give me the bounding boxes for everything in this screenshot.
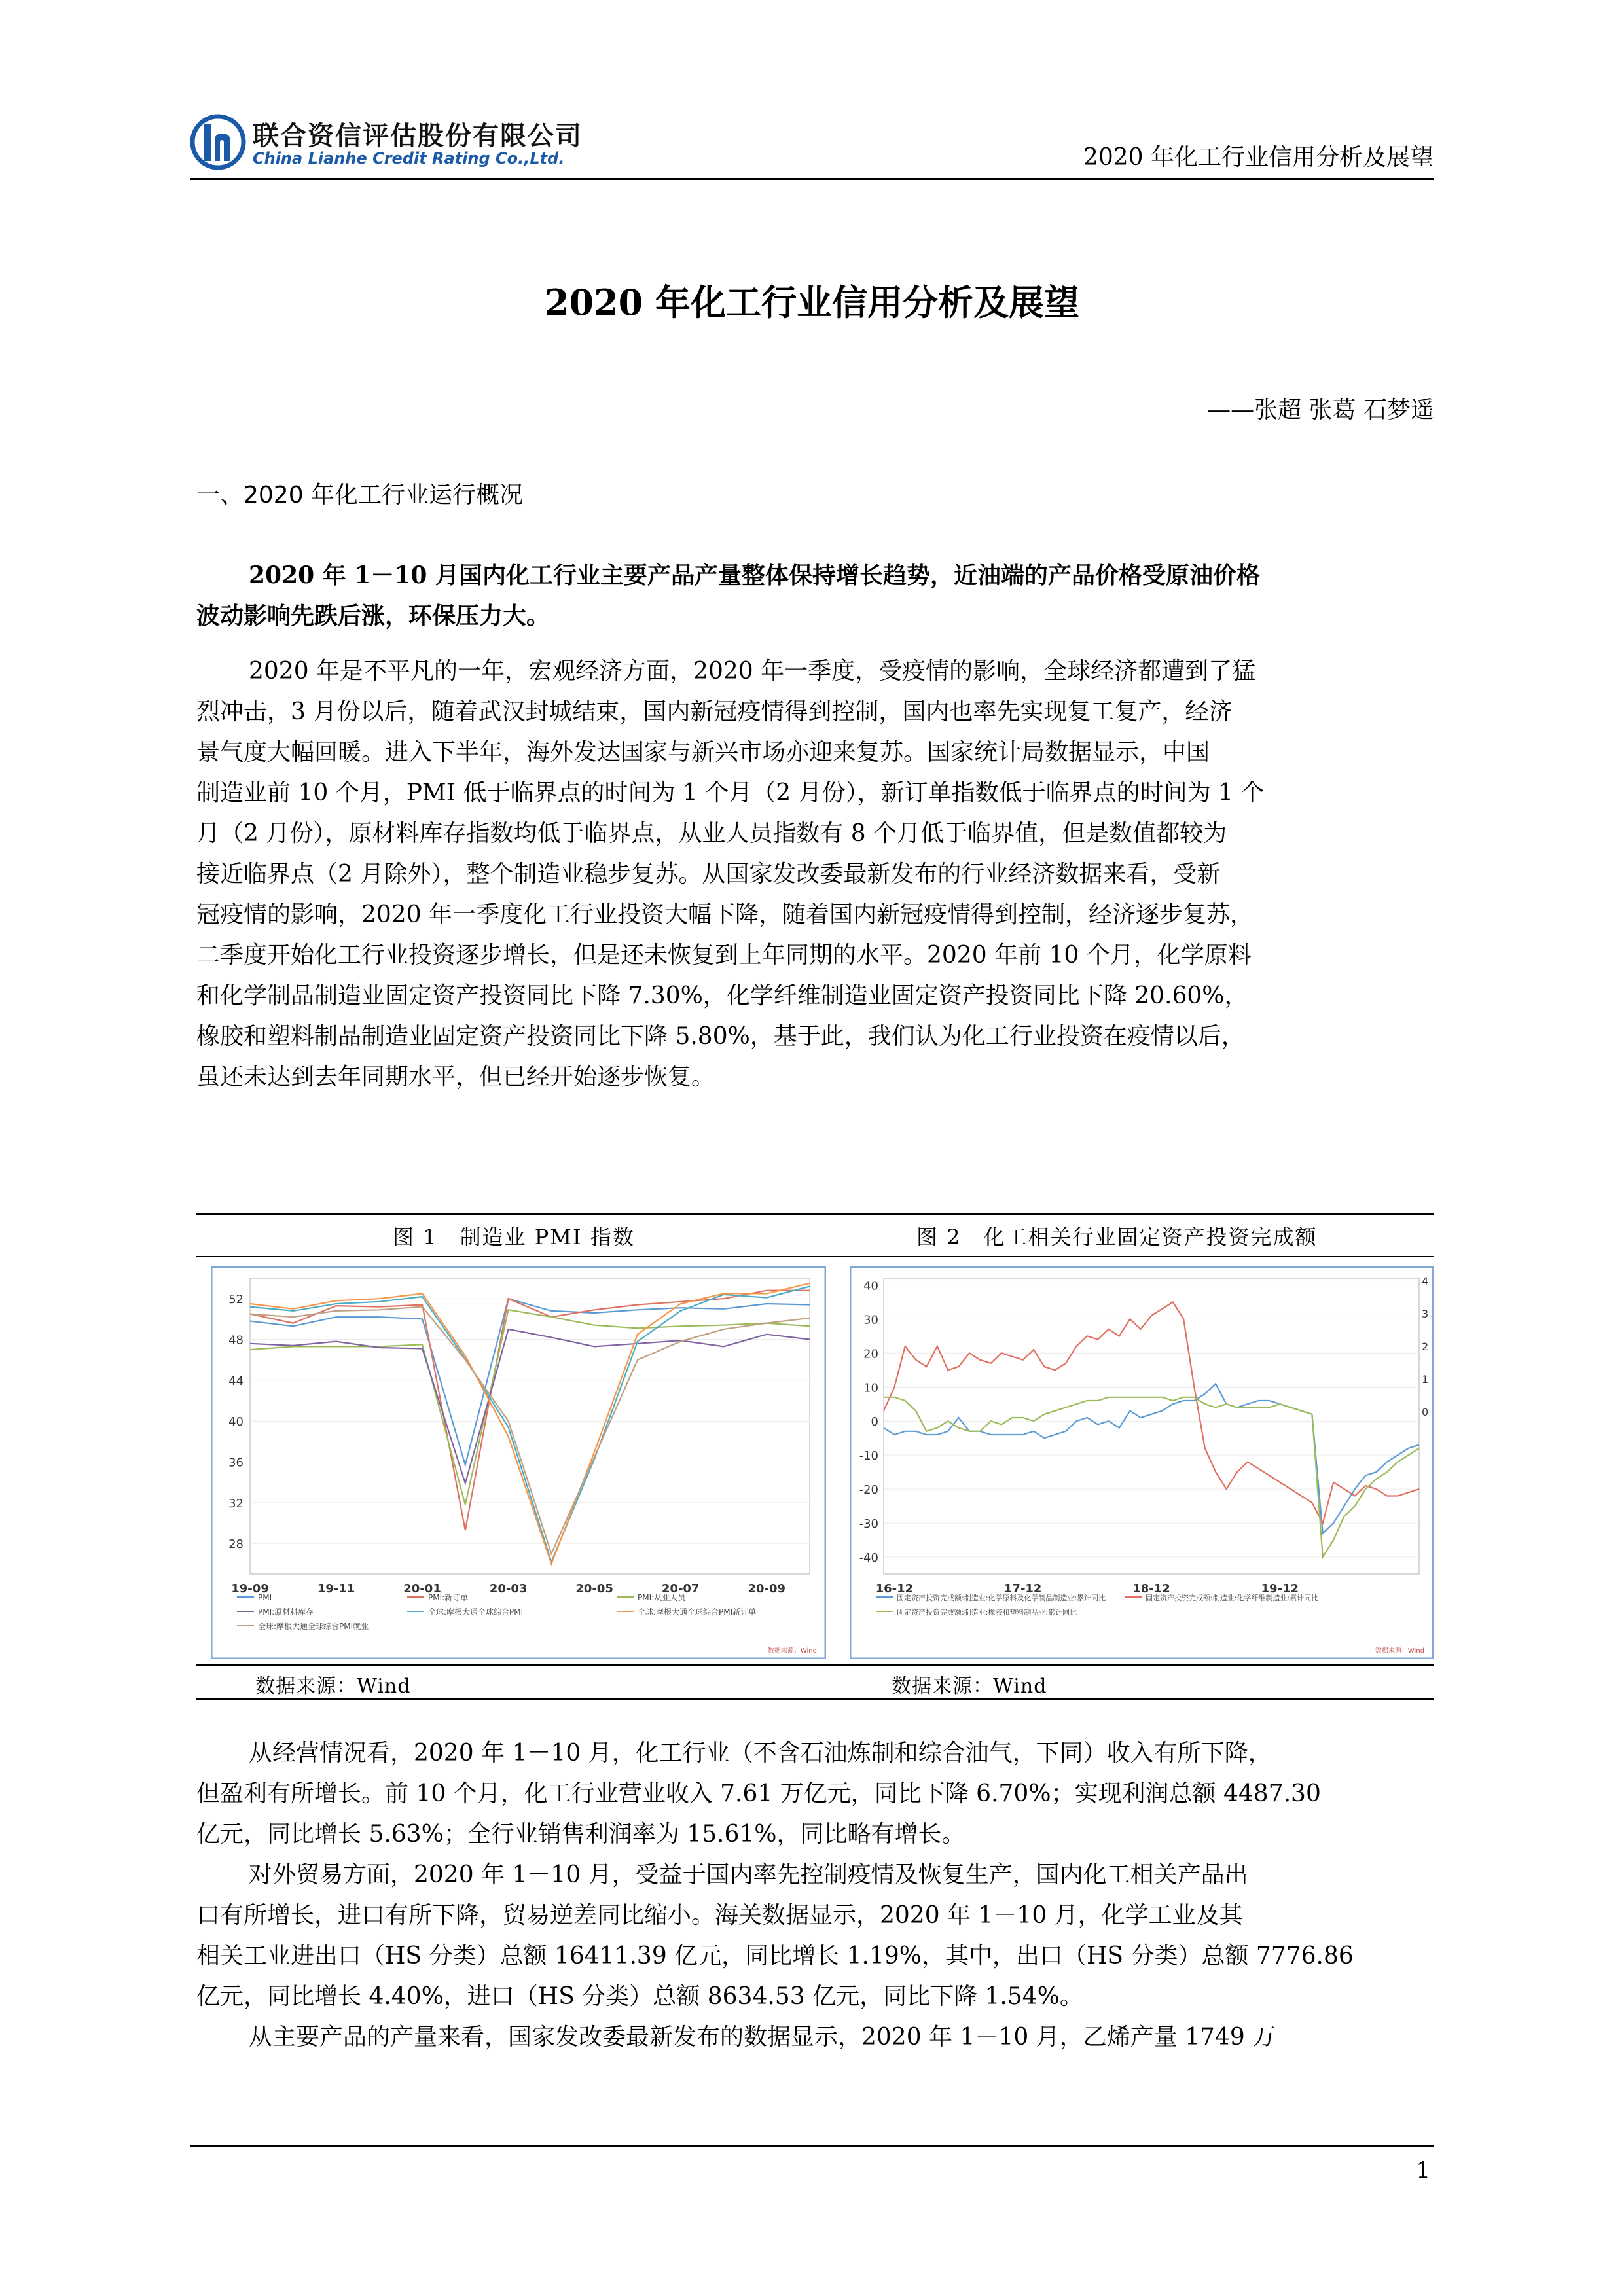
investment-chart [850, 1266, 1434, 1659]
figure-bottom-rule [196, 1698, 1434, 1700]
y-tick-label: 0 [871, 1415, 878, 1429]
author-byline: ——张超 张葛 石梦遥 [1207, 397, 1434, 423]
text-line: 橡胶和塑料制品制造业固定资产投资同比下降 5.80%，基于此，我们认为化工行业投资在疫情以后， [196, 1023, 1245, 1050]
chart-frame [211, 1267, 825, 1659]
y-tick-label: 28 [228, 1537, 244, 1552]
right-y-tick-label: 1 [1422, 1373, 1429, 1386]
chart-watermark: 数据来源：Wind [1375, 1647, 1424, 1655]
pmi-chart [211, 1266, 826, 1659]
body-paragraph-1 [196, 651, 1434, 1098]
figure-2-source: 数据来源：Wind [892, 1675, 1047, 1698]
legend-label: PMI:从业人员 [638, 1593, 686, 1602]
y-tick-label: 44 [228, 1374, 244, 1388]
text-line: 虽还未达到去年同期水平，但已经开始逐步恢复。 [196, 1064, 715, 1090]
y-tick-label: 32 [228, 1496, 244, 1511]
legend-label: 全球:摩根大通全球综合PMI新订单 [638, 1607, 757, 1617]
text-line: 波动影响先跌后涨，环保压力大。 [196, 602, 550, 630]
x-tick-label: 19-11 [317, 1582, 355, 1596]
x-tick-label: 20-09 [748, 1582, 786, 1596]
y-tick-label: -20 [859, 1483, 878, 1498]
figure-1-source: 数据来源：Wind [255, 1675, 411, 1698]
x-tick-label: 20-03 [489, 1582, 528, 1596]
header-divider [190, 178, 1434, 180]
logo-company-name: 联合资信评估股份有限公司 [253, 121, 583, 151]
document-title: 2020 年化工行业信用分析及展望 [544, 281, 1080, 323]
y-tick-label: 30 [863, 1313, 878, 1327]
right-y-tick-label: 0 [1422, 1406, 1429, 1418]
x-tick-label: 18-12 [1132, 1582, 1170, 1596]
text-line: 2020 年是不平凡的一年，宏观经济方面，2020 年一季度，受疫情的影响，全球经济都遭到了猛 [249, 658, 1256, 685]
y-tick-label: 40 [863, 1279, 878, 1293]
text-line: 从经营情况看，2020 年 1－10 月，化工行业（不含石油炼制和综合油气，下同）收入有所下降， [249, 1740, 1272, 1767]
figure-1-caption: 图 1 制造业 PMI 指数 [393, 1225, 635, 1249]
y-tick-label: 48 [228, 1333, 244, 1348]
text-line: 相关工业进出口（HS 分类）总额 16411.39 亿元，同比增长 1.19%，其中，出口（HS 分类）总额 7776.86 [196, 1943, 1354, 1969]
x-tick-label: 19-12 [1261, 1582, 1299, 1596]
chart-watermark: 数据来源：Wind [767, 1647, 817, 1655]
body-paragraph-4 [196, 2017, 1434, 2058]
legend-label: 固定资产投资完成额:制造业:化学原料及化学制品制造业:累计同比 [897, 1594, 1106, 1602]
right-y-tick-label: 3 [1422, 1308, 1429, 1320]
figure-2-caption: 图 2 化工相关行业固定资产投资完成额 [916, 1225, 1318, 1249]
x-tick-label: 20-07 [661, 1582, 700, 1596]
y-tick-label: 36 [228, 1456, 244, 1470]
y-tick-label: 20 [863, 1347, 878, 1361]
legend-label: PMI [258, 1593, 272, 1602]
legend-label: 固定资产投资完成额:制造业:橡胶和塑料制品业:累计同比 [897, 1608, 1077, 1617]
text-line: 和化学制品制造业固定资产投资同比下降 7.30%，化学纤维制造业固定资产投资同比下降 20.60%， [196, 982, 1248, 1009]
x-tick-label: 19-09 [231, 1582, 269, 1596]
y-tick-label: 52 [228, 1293, 244, 1307]
text-line: 亿元，同比增长 4.40%，进口（HS 分类）总额 8634.53 亿元，同比下降 1.54%。 [196, 1983, 1083, 2010]
x-tick-label: 20-01 [403, 1582, 441, 1596]
text-line: 景气度大幅回暖。进入下半年，海外发达国家与新兴市场亦迎来复苏。国家统计局数据显示，中国 [196, 739, 1210, 766]
right-y-tick-label: 4 [1422, 1275, 1429, 1287]
x-tick-label: 17-12 [1003, 1582, 1042, 1596]
text-line: 亿元，同比增长 5.63%；全行业销售利润率为 15.61%，同比略有增长。 [196, 1821, 965, 1848]
text-line: 烈冲击，3 月份以后，随着武汉封城结束，国内新冠疫情得到控制，国内也率先实现复工复产，经济 [196, 698, 1233, 725]
footer-divider [190, 2145, 1434, 2147]
company-logo-icon [190, 114, 246, 170]
legend-label: 全球:摩根大通全球综合PMI [428, 1607, 524, 1617]
x-tick-label: 20-05 [575, 1582, 613, 1596]
header-doc-title: 2020 年化工行业信用分析及展望 [1083, 144, 1434, 171]
y-tick-label: -10 [859, 1449, 878, 1463]
y-tick-label: -40 [859, 1551, 878, 1566]
text-line: 接近临界点（2 月除外），整个制造业稳步复苏。从国家发改委最新发布的行业经济数据来看，受新 [196, 861, 1221, 888]
lead-paragraph [196, 555, 1434, 636]
legend-label: PMI:原材料库存 [258, 1607, 314, 1617]
figure-block [196, 1213, 1434, 1700]
figure-top-rule [196, 1213, 1434, 1215]
y-tick-label: 10 [863, 1381, 878, 1395]
page-number: 1 [1416, 2157, 1430, 2183]
figure-source-rule [196, 1664, 1434, 1666]
text-line: 二季度开始化工行业投资逐步增长，但是还未恢复到上年同期的水平。2020 年前 10 个月，化学原料 [196, 942, 1252, 969]
text-line: 口有所增长，进口有所下降，贸易逆差同比缩小。海关数据显示，2020 年 1－10 月，化学工业及其 [196, 1902, 1243, 1929]
text-line: 冠疫情的影响，2020 年一季度化工行业投资大幅下降，随着国内新冠疫情得到控制，经济逐步复苏， [196, 901, 1254, 928]
logo-company-name-en: China Lianhe Credit Rating Co.,Ltd. [253, 149, 565, 168]
legend-label: 全球:摩根大通全球综合PMI就业 [258, 1622, 369, 1631]
right-y-tick-label: 2 [1422, 1340, 1429, 1353]
page-header [190, 111, 1434, 177]
y-tick-label: -30 [859, 1517, 878, 1532]
text-line: 2020 年 1－10 月国内化工行业主要产品产量整体保持增长趋势，近油端的产品价格受原油价格 [249, 562, 1260, 589]
figure-caption-rule [196, 1256, 1434, 1257]
body-paragraph-3 [196, 1855, 1434, 2017]
text-line: 制造业前 10 个月，PMI 低于临界点的时间为 1 个月（2 月份），新订单指数低于临界点的时间为 1 个 [196, 780, 1265, 806]
y-tick-label: 40 [228, 1415, 244, 1429]
body-paragraph-2 [196, 1733, 1434, 1855]
text-line: 从主要产品的产量来看，国家发改委最新发布的数据显示，2020 年 1－10 月，乙烯产量 1749 万 [249, 2024, 1276, 2051]
legend-label: 固定资产投资完成额:制造业:化学纤维制造业:累计同比 [1146, 1594, 1319, 1602]
text-line: 月（2 月份），原材料库存指数均低于临界点，从业人员指数有 8 个月低于临界值，但是数值都较为 [196, 820, 1227, 847]
text-line: 但盈利有所增长。前 10 个月，化工行业营业收入 7.61 万亿元，同比下降 6.70%；实现利润总额 4487.30 [196, 1780, 1321, 1807]
section-heading: 一、2020 年化工行业运行概况 [196, 482, 524, 509]
x-tick-label: 16-12 [875, 1582, 914, 1596]
legend-label: PMI:新订单 [428, 1593, 469, 1602]
text-line: 对外贸易方面，2020 年 1－10 月，受益于国内率先控制疫情及恢复生产，国内化工相关产品出 [249, 1861, 1248, 1888]
